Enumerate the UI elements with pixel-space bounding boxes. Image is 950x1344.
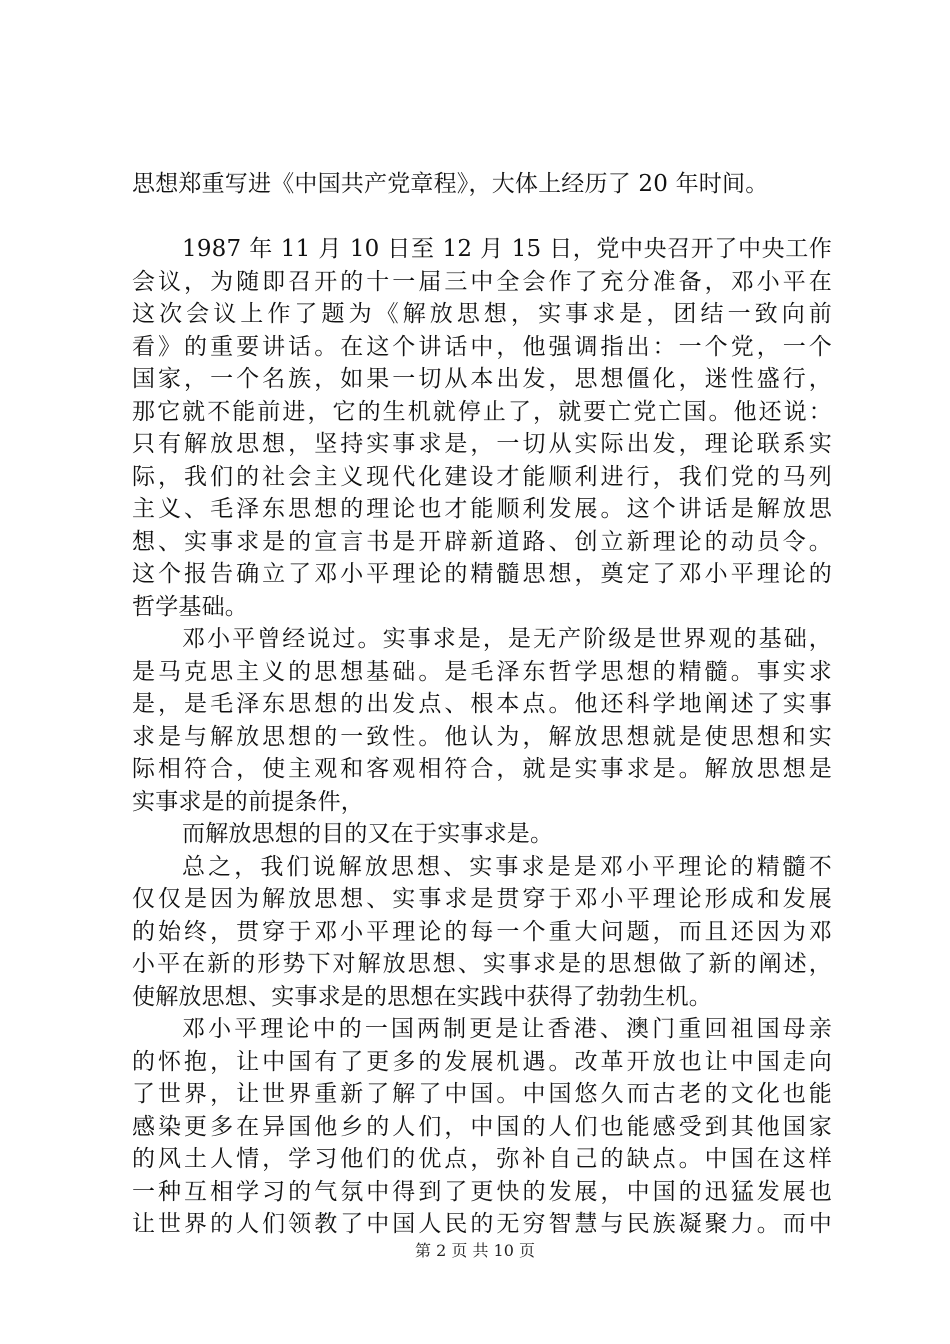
text-line: 邓小平曾经说过。实事求是，是无产阶级是世界观的基础， — [182, 626, 832, 652]
text-line: 是马克思主义的思想基础。是毛泽东哲学思想的精髓。事实求 — [132, 658, 832, 685]
paragraph-gap — [132, 201, 832, 234]
text-line: 一种互相学习的气氛中得到了更快的发展，中国的迅猛发展也 — [132, 1178, 832, 1205]
page-footer: 第 2 页 共 10 页 — [415, 1241, 535, 1260]
text-line: 这个报告确立了邓小平理论的精髓思想，奠定了邓小平理论的 — [132, 561, 832, 587]
text-line: 而解放思想的目的又在于实事求是。 — [182, 821, 554, 847]
text-line: 际，我们的社会主义现代化建设才能顺利进行，我们党的马列 — [132, 463, 832, 490]
text-line: 主义、毛泽东思想的理论也才能顺利发展。这个讲话是解放思 — [132, 496, 832, 522]
text-line: 求是与解放思想的一致性。他认为，解放思想就是使思想和实 — [132, 723, 832, 750]
text-line: 只有解放思想，坚持实事求是，一切从实际出发，理论联系实 — [132, 431, 832, 457]
text-line: 了世界，让世界重新了解了中国。中国悠久而古老的文化也能 — [132, 1081, 832, 1107]
text-line: 仅仅是因为解放思想、实事求是贯穿于邓小平理论形成和发展 — [132, 886, 832, 912]
text-line: 实事求是的前提条件， — [132, 788, 364, 815]
text-line: 的始终，贯穿于邓小平理论的每一个重大问题，而且还因为邓 — [132, 918, 832, 945]
text-line: 看》的重要讲话。在这个讲话中，他强调指出：一个党，一个 — [132, 333, 832, 360]
text-line: 会议，为随即召开的十一届三中全会作了充分准备，邓小平在 — [132, 268, 832, 295]
text-line: 让世界的人们领教了中国人民的无穷智慧与民族凝聚力。而中 — [132, 1211, 832, 1237]
text-line: 的怀抱，让中国有了更多的发展机遇。改革开放也让中国走向 — [132, 1048, 832, 1075]
text-line: 的风土人情，学习他们的优点，弥补自己的缺点。中国在这样 — [132, 1146, 832, 1172]
text-line: 这次会议上作了题为《解放思想，实事求是，团结一致向前 — [132, 301, 832, 327]
text-line: 感染更多在异国他乡的人们，中国的人们也能感受到其他国家 — [132, 1113, 832, 1140]
text-line: 思想郑重写进《中国共产党章程》，大体上经历了 20 年时间。 — [132, 171, 769, 197]
document-body — [132, 168, 832, 1241]
text-line: 哲学基础。 — [132, 593, 248, 620]
text-line: 想、实事求是的宣言书是开辟新道路、创立新理论的动员令。 — [132, 528, 832, 555]
text-line: 小平在新的形势下对解放思想、实事求是的思想做了新的阐述， — [132, 951, 832, 977]
text-line: 1987 年 11 月 10 日至 12 月 15 日，党中央召开了中央工作 — [182, 236, 832, 262]
text-line: 那它就不能前进，它的生机就停止了，就要亡党亡国。他还说： — [132, 398, 832, 425]
text-line: 邓小平理论中的一国两制更是让香港、澳门重回祖国母亲 — [182, 1016, 832, 1042]
text-line: 是，是毛泽东思想的出发点、根本点。他还科学地阐述了实事 — [132, 691, 832, 717]
text-line: 际相符合，使主观和客观相符合，就是实事求是。解放思想是 — [132, 756, 832, 782]
text-line: 总之，我们说解放思想、实事求是是邓小平理论的精髓不 — [182, 853, 832, 880]
text-line: 使解放思想、实事求是的思想在实践中获得了勃勃生机。 — [132, 983, 712, 1010]
text-line: 国家，一个名族，如果一切从本出发，思想僵化，迷性盛行， — [132, 366, 832, 392]
